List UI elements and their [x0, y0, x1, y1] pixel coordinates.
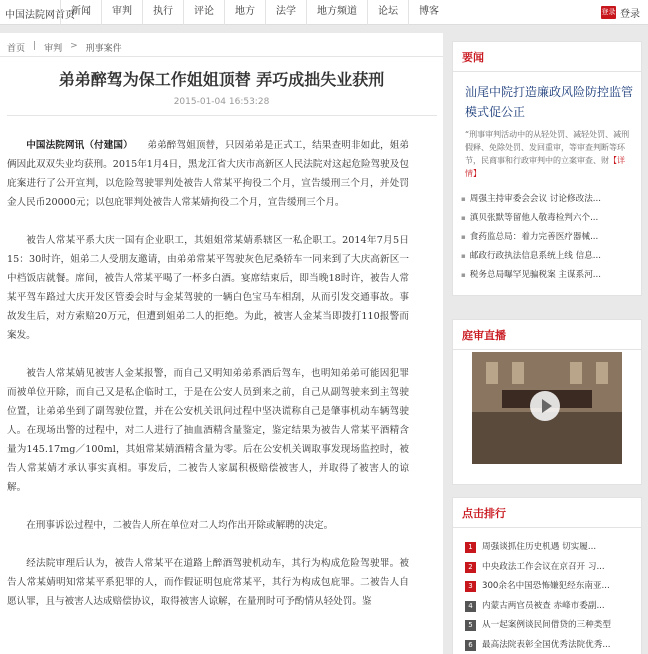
hot-news-box [452, 41, 642, 296]
nav-item-forum[interactable]: 论坛 [367, 0, 408, 25]
live-trial-heading: 庭审直播 [453, 320, 641, 350]
list-item[interactable]: 5 从一起案例谈民间借贷的三种类型 [465, 616, 633, 636]
live-trial-box [452, 319, 642, 485]
article-date: 2015-01-04 16:53:28 [173, 97, 270, 107]
breadcrumb-separator-icon: | [33, 41, 37, 51]
site-home-link[interactable]: 中国法院网首页 [5, 10, 75, 21]
sidebar [452, 33, 648, 654]
nav-item-news[interactable]: 新闻 [60, 0, 101, 25]
list-item[interactable]: ▪ 周强主持审委会会议 讨论修改法... [461, 190, 633, 209]
list-item[interactable]: ▪ 税务总局曝罕见骗税案 主谋系河... [461, 266, 633, 285]
rank-number: 3 [465, 581, 476, 592]
top-navigation-bar [0, 0, 648, 25]
user-login-area[interactable] [601, 5, 640, 20]
ranking-list [453, 528, 641, 654]
article-panel [0, 33, 443, 654]
article-paragraph: 经法院审理后认为，被告人常某平在道路上醉酒驾驶机动车，其行为构成危险驾驶罪。被告人常某婧明知常某平系犯罪的人，而作假证明包庇常某平，其行为构成包庇罪。二被告人自愿认罪，且与被害人达成赔偿协议，取得被害人谅解，在量刑时可予酌情从轻处罚。鉴 [7, 558, 409, 607]
divider [0, 56, 443, 57]
rank-number: 6 [465, 640, 476, 651]
nav-item-execution[interactable]: 执行 [142, 0, 183, 25]
hot-news-headline[interactable]: 汕尾中院打造廉政风险防控监管模式促公正 [465, 85, 634, 119]
click-ranking-heading: 点击排行 [453, 498, 641, 528]
list-item[interactable]: 4 内蒙古两官员被查 赤峰市委副... [465, 597, 633, 617]
divider [7, 115, 437, 116]
login-icon: 登录 [601, 6, 616, 19]
login-link[interactable]: 登录 [620, 9, 640, 20]
nav-item-commentary[interactable]: 评论 [183, 0, 224, 25]
live-trial-video[interactable] [472, 352, 622, 464]
hot-news-summary: “刑事审判活动中的从轻处罚、减轻处罚、减刑假释、免除处罚、发回重审，等审查判断等环节，民商事和行政审判中的立案审查、财【详情】 [465, 130, 630, 178]
nav-item-law-studies[interactable]: 法学 [265, 0, 306, 25]
hot-news-heading: 要闻 [453, 42, 641, 72]
breadcrumb-separator-icon: > [70, 41, 78, 51]
nav-item-local[interactable]: 地方 [224, 0, 265, 25]
list-item[interactable]: ▪ 滇贝张默等留他人敬毒检判六个... [461, 209, 633, 228]
article-title: 弟弟醉驾为保工作姐姐顶替 弄巧成拙失业获刑 [58, 70, 385, 89]
article-paragraph: 在刑事诉讼过程中，二被告人所在单位对二人均作出开除或解聘的决定。 [26, 520, 334, 531]
breadcrumb [7, 41, 122, 54]
article-paragraph: 被告人常某婧见被害人金某报警，而自己又明知弟弟系酒后驾车，也明知弟弟可能因犯罪而被单位开除，而自己又是私企临时工，于是在公安人员到来之前，自己从副驾驶来到主驾驶位置，让弟弟坐到了副驾驶位置，并在公安机关讯问过程中坚决谎称自己是肇事机动车辆驾驶人。在现场出警的过程中，对二人进行了抽血酒精含量鉴定，鉴定结果为被告人常某平酒精含量为145.17mg／100ml，其姐常某婧酒精含量为零。后在公安机关调取事发现场监控时，被告人常某婧才承认事实真相。事发后，二被告人家属积极赔偿被害人，并取得了被害人的谅解。 [7, 368, 409, 493]
rank-number: 1 [465, 542, 476, 553]
details-link[interactable]: 【详情】 [465, 156, 625, 178]
breadcrumb-trial[interactable]: 审判 [44, 44, 63, 54]
list-item[interactable]: 6 最高法院表彰全国优秀法院优秀... [465, 636, 633, 654]
nav-item-local-channel[interactable]: 地方频道 [306, 0, 367, 25]
list-item[interactable]: ▪ 食药监总局：着力完善医疗器械... [461, 228, 633, 247]
list-item[interactable]: 2 中央政法工作会议在京召开 习... [465, 558, 633, 578]
rank-number: 5 [465, 620, 476, 631]
rank-number: 4 [465, 601, 476, 612]
breadcrumb-home[interactable]: 首页 [7, 44, 26, 54]
list-item[interactable]: ▪ 邮政行政执法信息系统上线 信息... [461, 247, 633, 266]
article-paragraph: 中国法院网讯（付建国） 弟弟醉驾姐顶替，只因弟弟是正式工，结果查明非如此，姐弟俩因此双双失业均获刑。2015年1月4日，黑龙江省大庆市高新区人民法院对这起危险驾驶及包庇案进行了公开宣判，以危险驾驶罪判处被告人常某平拘役二个月，宣告缓刑三个月，并处罚金人民币20000元；以包庇罪判处被告人常某婧拘役二个月，宣告缓刑三个月。 [7, 140, 410, 208]
list-item[interactable]: 3 300余名中国恐怖嫌犯经东南亚... [465, 577, 633, 597]
main-nav [60, 0, 449, 25]
click-ranking-box [452, 497, 642, 654]
breadcrumb-criminal-cases[interactable]: 刑事案件 [85, 44, 122, 54]
hot-news-list [453, 180, 641, 285]
rank-number: 2 [465, 562, 476, 573]
article-paragraph: 被告人常某平系大庆一国有企业职工，其姐姐常某婧系辖区一私企职工。2014年7月5日15：30时许，姐弟二人受朋友邀请，由弟弟常某平驾驶灰色尼桑轿车一同来到了大庆高新区一中档饭店就餐。席间，被告人常某平喝了一杯多白酒。宴席结束后，即当晚18时许，被告人常某平驾车路过大庆开发区管委会时与金某驾驶的一辆白色宝马车相刮，从而引发交通事故。事故发生后，对方索赔20万元，但遭到姐弟二人的拒绝。为此，被害人金某当即拨打110报警而案发。 [7, 235, 409, 341]
list-item[interactable]: 1 周强谈抓住历史机遇 切实履... [465, 538, 633, 558]
play-icon[interactable] [530, 391, 560, 421]
nav-item-trial[interactable]: 审判 [101, 0, 142, 25]
article-body [7, 136, 409, 630]
nav-item-blog[interactable]: 博客 [408, 0, 449, 25]
article-source: 中国法院网讯（付建国） [26, 140, 129, 151]
